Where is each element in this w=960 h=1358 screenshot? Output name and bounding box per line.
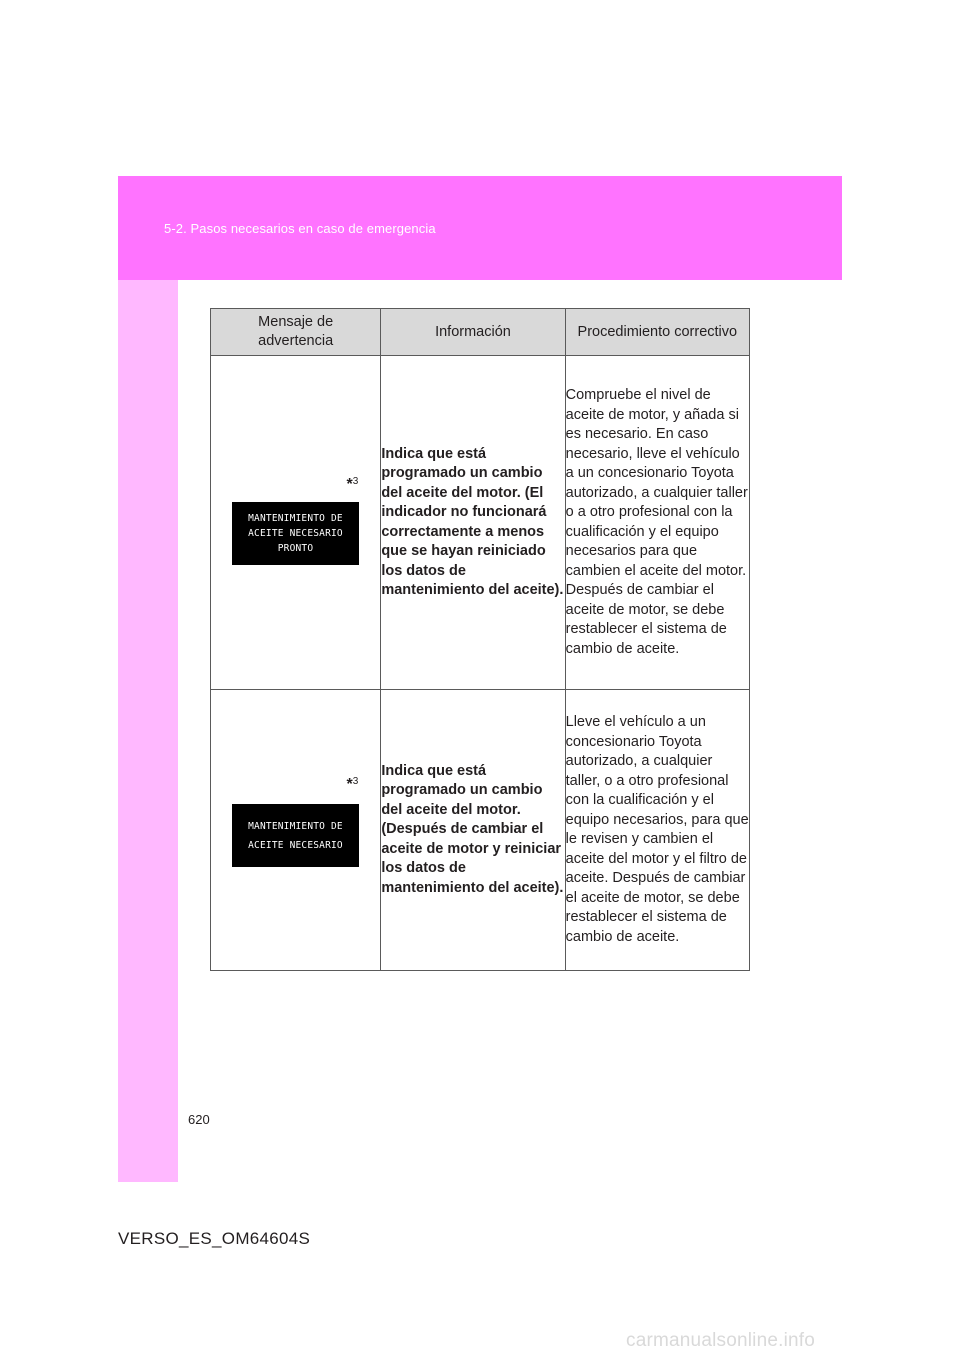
info-cell: Indica que está programado un cambio del aceite del motor. (Después de cambiar el aceite de motor y reiniciar los datos de mantenimiento del aceite). [381, 690, 565, 971]
watermark: carmanualsonline.info [626, 1330, 816, 1351]
side-band [118, 280, 178, 1182]
column-header-info: Información [381, 309, 565, 356]
procedure-cell: Compruebe el nivel de aceite de motor, y añada si es necesario. En caso necesario, lleve el vehículo a un concesionario Toyota autorizado, a cualquier taller o a otro profesional con la cualificación y el equipo necesarios para que cambien el aceite del motor. Después de cambiar el aceite de motor, se debe restablecer el sistema de cambio de aceite. [565, 356, 749, 690]
table-row [211, 690, 750, 971]
procedure-cell: Lleve el vehículo a un concesionario Toyota autorizado, a cualquier taller, o a otro profesional con la cualificación y el equipo necesarios, para que le revisen y cambien el aceite del motor y el filtro de aceite. Después de cambiar el aceite de motor, se debe restablecer el sistema de cambio de aceite. [565, 690, 749, 971]
footnote-marker [347, 476, 359, 494]
display-line: PRONTO [277, 543, 314, 554]
dashboard-display-image [232, 804, 359, 867]
warning-table [210, 308, 750, 971]
footnote-number: 3 [352, 476, 359, 487]
footnote-marker [347, 776, 359, 794]
display-line: ACEITE NECESARIO [248, 839, 343, 851]
page-number: 620 [188, 1112, 210, 1127]
table-header-row [211, 309, 750, 356]
display-line: MANTENIMIENTO DE [248, 820, 343, 832]
display-line: MANTENIMIENTO DE [248, 513, 343, 524]
document-code: VERSO_ES_OM64604S [118, 1229, 311, 1248]
display-line: ACEITE NECESARIO [248, 528, 343, 539]
footnote-asterisk: * [346, 476, 353, 493]
dashboard-display-image [232, 502, 359, 565]
column-header-message: Mensaje de advertencia [211, 309, 381, 356]
footnote-asterisk: * [346, 776, 353, 793]
info-cell: Indica que está programado un cambio del aceite del motor. (El indicador no funcionará correctamente a menos que se hayan reiniciado los datos de mantenimiento del aceite). [381, 356, 565, 690]
warning-message-cell [211, 356, 381, 690]
section-title: 5-2. Pasos necesarios en caso de emergencia [164, 221, 436, 236]
column-header-procedure: Procedimiento correctivo [565, 309, 749, 356]
footnote-number: 3 [352, 776, 359, 787]
warning-message-cell [211, 690, 381, 971]
table-row [211, 356, 750, 690]
